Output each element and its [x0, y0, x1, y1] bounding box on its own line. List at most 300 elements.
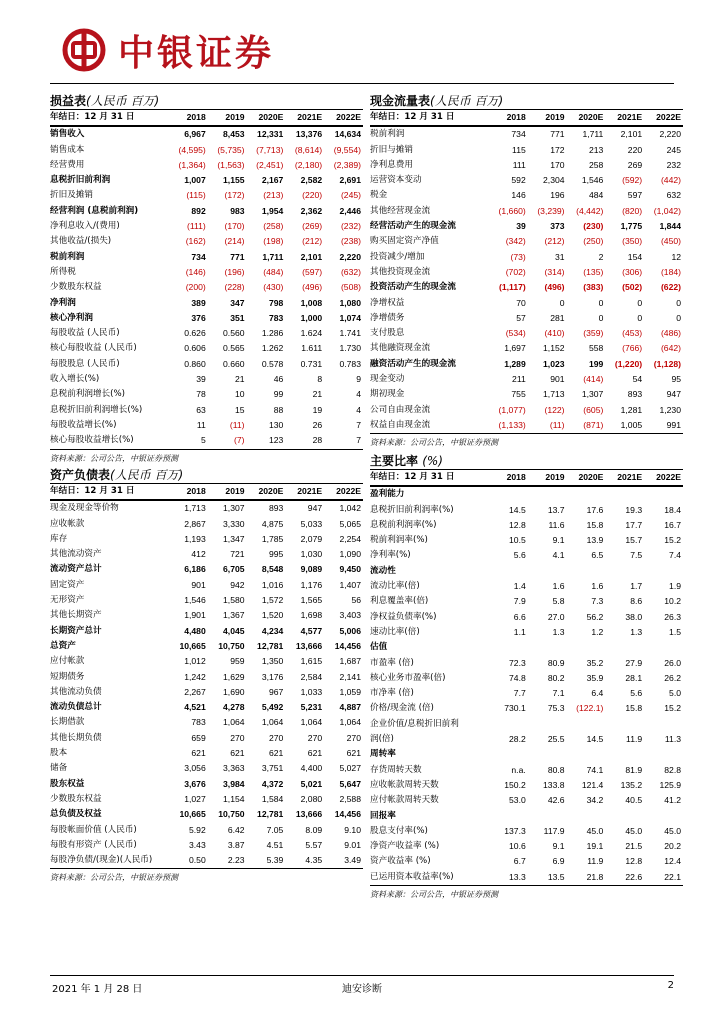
- cell-value: (496): [544, 282, 565, 293]
- cell-value: 1,697: [504, 343, 526, 354]
- cell-value: 942: [230, 579, 245, 590]
- cell-value: 1,901: [184, 610, 206, 621]
- cell-value: 13.3: [509, 871, 526, 882]
- row-label: 市净率 (倍): [370, 688, 414, 699]
- cell-value: (1,117): [498, 282, 526, 293]
- cell-value: 1,546: [581, 175, 604, 186]
- source-note: 资料来源：公司公告，中银证券预测: [50, 868, 363, 882]
- cell-value: 54: [632, 374, 643, 385]
- table-row: [370, 717, 683, 732]
- row-label: 股本: [50, 748, 68, 759]
- cell-value: 4,480: [184, 625, 206, 636]
- cell-value: 12.4: [664, 856, 681, 867]
- row-label: 息税折旧前利润率(%): [370, 504, 454, 515]
- cell-value: 80.9: [547, 657, 565, 668]
- table-row: [50, 372, 363, 387]
- row-label: 现金及现金等价物: [50, 503, 119, 514]
- cell-value: 1,230: [659, 404, 681, 415]
- table-row: [370, 594, 683, 609]
- year-header: 2018: [489, 470, 528, 486]
- cell-value: 2,691: [339, 175, 361, 186]
- cell-value: (196): [224, 266, 245, 277]
- row-label: 核心业务市盈率(倍): [370, 672, 446, 683]
- year-header: 2019: [208, 110, 247, 126]
- row-label: 折旧及摊销: [50, 190, 93, 201]
- cell-value: (534): [505, 328, 526, 339]
- table-row: [370, 533, 683, 548]
- cell-value: 26.0: [664, 657, 681, 668]
- cell-value: 1,307: [223, 503, 245, 514]
- footer-company: 迪安诊断: [342, 984, 382, 995]
- row-label: 净增权益: [370, 297, 405, 308]
- cell-value: 245: [666, 144, 681, 155]
- row-label: 销售收入: [50, 129, 85, 140]
- table-row: [370, 625, 683, 640]
- table-row: [370, 656, 683, 671]
- cell-value: 2,584: [300, 671, 323, 682]
- cell-value: 1.286: [261, 328, 284, 339]
- table-row: [50, 715, 363, 730]
- cell-value: 26.2: [664, 672, 681, 683]
- row-label: 运营资本变动: [370, 175, 422, 186]
- row-label: 净利息收入/(费用): [50, 221, 120, 232]
- cell-value: 1.7: [630, 581, 643, 592]
- cell-value: 5.57: [305, 839, 323, 850]
- cell-value: 1,713: [184, 503, 206, 514]
- cell-value: (359): [583, 328, 604, 339]
- cell-value: 1,584: [261, 793, 284, 804]
- cell-value: 1,007: [184, 175, 206, 186]
- row-label: 总负债及权益: [50, 809, 102, 820]
- row-label: 净权益负债率(%): [370, 611, 437, 622]
- row-label: 税前利润: [50, 251, 85, 262]
- year-header: 2018: [169, 484, 208, 500]
- cell-value: 1,152: [543, 343, 565, 354]
- cell-value: 18.4: [664, 504, 681, 515]
- cell-value: 74.1: [586, 764, 604, 775]
- cell-value: 1,954: [261, 205, 284, 216]
- year-header: 2021E: [605, 110, 644, 126]
- cell-value: 1,016: [261, 579, 284, 590]
- cell-value: 2,867: [184, 518, 206, 529]
- year-header: 2021E: [285, 110, 324, 126]
- year-header: 2022E: [324, 110, 363, 126]
- cell-value: 983: [230, 205, 245, 216]
- row-label: 少数股东权益: [50, 793, 102, 804]
- cell-value: 5,492: [261, 702, 284, 713]
- cell-value: 1,281: [620, 404, 643, 415]
- cell-value: 1,242: [184, 671, 206, 682]
- cell-value: 632: [666, 190, 681, 201]
- table-row: [370, 357, 683, 372]
- footer-date: 2021 年 1 月 28 日: [52, 984, 143, 995]
- cell-value: [644, 809, 683, 824]
- row-label: 经营费用: [50, 159, 85, 170]
- cell-value: 10,750: [218, 809, 245, 820]
- cell-value: 4,372: [261, 778, 284, 789]
- cell-value: 1,367: [223, 610, 245, 621]
- cell-value: (383): [583, 282, 604, 293]
- cell-value: (605): [583, 404, 604, 415]
- cell-value: 6,186: [184, 564, 206, 575]
- balance-sheet-panel: [50, 466, 363, 882]
- cell-value: 13.7: [547, 504, 565, 515]
- cell-value: 13,376: [295, 129, 323, 140]
- cell-value: 558: [589, 343, 604, 354]
- cell-value: 1,008: [300, 297, 323, 308]
- cell-value: 213: [589, 144, 604, 155]
- cell-value: 81.9: [625, 764, 643, 775]
- cell-value: 730.1: [504, 703, 526, 714]
- cell-value: 2,304: [543, 175, 565, 186]
- cell-value: 1,064: [261, 717, 284, 728]
- row-label: 长期资产总计: [50, 625, 102, 636]
- cell-value: 0.560: [223, 328, 245, 339]
- row-label: 长期借款: [50, 717, 85, 728]
- cell-value: 80.2: [547, 672, 565, 683]
- cell-value: 1,154: [223, 793, 245, 804]
- cell-value: 1,580: [223, 595, 245, 606]
- bank-of-china-logo-icon: [62, 28, 106, 72]
- cell-value: 1.624: [300, 328, 323, 339]
- cell-value: 7.3: [591, 596, 604, 607]
- cell-value: (184): [660, 266, 681, 277]
- cell-value: 5.39: [266, 855, 284, 866]
- cell-value: (632): [340, 266, 361, 277]
- row-label: 短期债务: [50, 671, 85, 682]
- cell-value: (508): [340, 282, 361, 293]
- table-row: [50, 731, 363, 746]
- cell-value: 3.49: [344, 855, 361, 866]
- row-label: 息税前利润增长(%): [50, 389, 126, 400]
- footer-divider: [50, 975, 674, 976]
- panel-title: 现金流量表(人民币 百万): [370, 92, 683, 110]
- table-row: [50, 265, 363, 280]
- row-label: 速动比率(倍): [370, 626, 420, 637]
- row-label: 价格/现金流 (倍): [370, 703, 434, 714]
- cell-value: 3.87: [227, 839, 245, 850]
- cell-value: [567, 640, 606, 655]
- cell-value: 3,751: [261, 763, 284, 774]
- cell-value: 19: [312, 404, 323, 415]
- cell-value: (212): [544, 236, 565, 247]
- cell-value: 6.42: [227, 824, 245, 835]
- cell-value: (245): [340, 190, 361, 201]
- cell-value: 7.05: [266, 824, 284, 835]
- source-note: 资料来源：公司公告，中银证券预测: [370, 885, 683, 899]
- cell-value: 3,056: [184, 763, 206, 774]
- cell-value: (642): [660, 343, 681, 354]
- cell-value: (766): [622, 343, 643, 354]
- cell-value: 3,330: [223, 518, 245, 529]
- cell-value: 0.860: [184, 358, 206, 369]
- cell-value: 170: [550, 159, 565, 170]
- cell-value: 45.0: [625, 825, 643, 836]
- table-row: [50, 418, 363, 433]
- cell-value: 2,167: [261, 175, 284, 186]
- row-label: 其他收益/(损失): [50, 236, 112, 247]
- cell-value: 10.5: [509, 535, 526, 546]
- cell-value: 8.09: [305, 824, 323, 835]
- row-label: 企业价值/息税折旧前利: [370, 718, 459, 729]
- cell-value: [489, 809, 528, 824]
- cashflow-table: [370, 110, 683, 433]
- cell-value: 4: [356, 404, 361, 415]
- row-label: 储备: [50, 763, 68, 774]
- cell-value: 9: [356, 374, 361, 385]
- cell-value: 4,278: [223, 702, 245, 713]
- cell-value: 28.1: [625, 672, 643, 683]
- cell-value: 146: [511, 190, 526, 201]
- cell-value: 1.6: [591, 581, 604, 592]
- table-row: [50, 608, 363, 623]
- cell-value: 34.2: [586, 795, 604, 806]
- row-label: 总资产: [50, 640, 76, 651]
- cell-value: [528, 717, 567, 732]
- cell-value: 35.2: [586, 657, 604, 668]
- row-label: 净资产收益率 (%): [370, 841, 440, 852]
- cell-value: [489, 486, 528, 502]
- cell-value: 12.8: [509, 519, 526, 530]
- table-row: [370, 387, 683, 402]
- row-label: 存货周转天数: [370, 764, 422, 775]
- row-label: 期初现金: [370, 389, 405, 400]
- table-row: [370, 778, 683, 793]
- row-label: 应付帐款: [50, 656, 85, 667]
- cell-value: 13,666: [295, 640, 323, 651]
- cell-value: 1,023: [543, 358, 565, 369]
- table-row: [50, 234, 363, 249]
- cell-value: 1,785: [261, 533, 284, 544]
- cell-value: (170): [224, 221, 245, 232]
- cell-value: 0.660: [223, 358, 245, 369]
- cell-value: 26: [312, 419, 323, 430]
- header-divider: [50, 83, 674, 84]
- row-label: 息税折旧前利润: [50, 175, 111, 186]
- cell-value: [489, 640, 528, 655]
- cell-value: 959: [230, 656, 245, 667]
- cell-value: 0: [559, 297, 565, 308]
- cell-value: 5.0: [669, 688, 681, 699]
- cell-value: 734: [511, 129, 526, 140]
- cell-value: (1,042): [653, 205, 681, 216]
- cell-value: 734: [191, 251, 206, 262]
- cell-value: 12,781: [257, 640, 284, 651]
- cell-value: (1,220): [614, 358, 643, 369]
- cell-value: (306): [622, 266, 643, 277]
- year-end-label: 年结日：12 月 31 日: [370, 110, 489, 126]
- cell-value: 995: [269, 549, 284, 560]
- cell-value: 4,521: [184, 702, 206, 713]
- table-row: [370, 548, 683, 563]
- table-row: [370, 250, 683, 265]
- cell-value: 4,875: [261, 518, 284, 529]
- cell-value: 40.5: [625, 795, 643, 806]
- cell-value: 6.5: [591, 550, 604, 561]
- cell-value: 9,089: [300, 564, 323, 575]
- cell-value: 10.6: [509, 841, 526, 852]
- year-header: 2021E: [605, 470, 644, 486]
- row-label: 税金: [370, 190, 388, 201]
- row-label: 经营活动产生的现金流: [370, 221, 456, 232]
- row-label: 公司自由现金流: [370, 404, 431, 415]
- cell-value: (4,442): [576, 205, 604, 216]
- cell-value: [528, 640, 567, 655]
- cell-value: (8,614): [294, 144, 323, 155]
- cell-value: 1,064: [339, 717, 361, 728]
- cell-value: 80.8: [547, 764, 565, 775]
- cell-value: 5.6: [513, 550, 526, 561]
- cell-value: (212): [302, 236, 323, 247]
- cell-value: (228): [224, 282, 245, 293]
- cell-value: 1,565: [300, 595, 323, 606]
- year-header: 2020E: [247, 484, 286, 500]
- cell-value: 5,006: [339, 625, 361, 636]
- cell-value: 6.9: [552, 856, 565, 867]
- table-row: [50, 280, 363, 295]
- cell-value: 28: [312, 435, 323, 446]
- table-row: [370, 747, 683, 762]
- cell-value: 220: [627, 144, 643, 155]
- cell-value: 130: [269, 419, 284, 430]
- row-label: 投资减少/增加: [370, 251, 425, 262]
- cell-value: 19.3: [625, 504, 643, 515]
- cell-value: 798: [269, 297, 284, 308]
- cell-value: 25.5: [547, 734, 565, 745]
- cell-value: (430): [263, 282, 284, 293]
- row-label: 市盈率 (倍): [370, 657, 414, 668]
- cell-value: 1.262: [261, 343, 284, 354]
- cell-value: 376: [191, 312, 206, 323]
- cell-value: 1,350: [261, 656, 284, 667]
- cell-value: 46: [273, 374, 284, 385]
- table-row: [50, 387, 363, 402]
- table-row: [370, 793, 683, 808]
- cell-value: 947: [307, 503, 323, 514]
- cell-value: 1,012: [184, 656, 206, 667]
- table-row: [370, 418, 683, 433]
- cell-value: [528, 747, 567, 762]
- cell-value: 27.9: [625, 657, 643, 668]
- cell-value: 755: [511, 389, 526, 400]
- row-label: 固定资产: [50, 579, 85, 590]
- cell-value: [605, 640, 644, 655]
- cell-value: (1,364): [178, 159, 206, 170]
- cell-value: 1,615: [300, 656, 323, 667]
- table-row: [370, 671, 683, 686]
- cell-value: 1.1: [513, 626, 526, 637]
- cell-value: (820): [622, 205, 643, 216]
- cell-value: [489, 717, 528, 732]
- row-label: 每股有形资产 (人民币): [50, 839, 137, 850]
- row-label: 应收帐款周转天数: [370, 779, 439, 790]
- cell-value: 75.3: [547, 703, 565, 714]
- cell-value: (115): [186, 190, 206, 201]
- cell-value: 1,698: [300, 610, 323, 621]
- cell-value: 1,844: [659, 221, 681, 232]
- cell-value: 1,064: [223, 717, 245, 728]
- cell-value: 11.6: [548, 519, 565, 530]
- cell-value: n.a.: [511, 764, 526, 775]
- cell-value: 117.9: [543, 825, 565, 836]
- cell-value: 137.3: [504, 825, 526, 836]
- table-row: [370, 326, 683, 341]
- cell-value: 1.611: [301, 343, 323, 354]
- cell-value: 1,074: [339, 312, 361, 323]
- table-row: [370, 640, 683, 655]
- cell-value: 38.0: [625, 611, 643, 622]
- cell-value: 2,362: [300, 205, 323, 216]
- cell-value: 0: [637, 312, 643, 323]
- table-row: [370, 188, 683, 203]
- row-label: 股东权益: [50, 778, 85, 789]
- cell-value: 592: [511, 175, 526, 186]
- table-row: [370, 280, 683, 295]
- row-label: 估值: [370, 642, 388, 653]
- table-row: [370, 870, 683, 885]
- year-header: 2019: [528, 110, 567, 126]
- table-row: [50, 700, 363, 715]
- brand-name: 中银证券: [118, 31, 275, 74]
- year-header: 2019: [208, 484, 247, 500]
- cell-value: (214): [224, 236, 245, 247]
- row-label: 所得税: [50, 266, 76, 277]
- cell-value: 26.3: [664, 611, 681, 622]
- year-header: 2022E: [644, 470, 683, 486]
- year-header: 2021E: [285, 484, 324, 500]
- cell-value: 991: [666, 419, 681, 430]
- cell-value: 78: [196, 389, 206, 400]
- cell-value: 2,101: [300, 251, 323, 262]
- cell-value: 45.0: [586, 825, 604, 836]
- cell-value: 484: [589, 190, 604, 201]
- cell-value: 621: [346, 748, 361, 759]
- table-row: [370, 158, 683, 173]
- cell-value: (7): [234, 435, 245, 446]
- cell-value: (5,735): [217, 144, 245, 155]
- cell-value: [644, 640, 683, 655]
- table-header-row: [50, 110, 363, 126]
- cell-value: 12,331: [257, 129, 284, 140]
- row-label: 流动负债总计: [50, 702, 102, 713]
- cell-value: 0.606: [184, 343, 206, 354]
- cell-value: 1,090: [339, 549, 361, 560]
- cell-value: (250): [583, 236, 604, 247]
- cell-value: 1,000: [300, 312, 323, 323]
- cell-value: 771: [230, 251, 245, 262]
- cell-value: 3.43: [189, 839, 206, 850]
- cell-value: 9.1: [552, 841, 565, 852]
- cell-value: [567, 564, 606, 579]
- cell-value: 9.1: [552, 535, 565, 546]
- cell-value: 7.4: [669, 550, 681, 561]
- cell-value: (1,660): [498, 205, 526, 216]
- table-row: [50, 326, 363, 341]
- row-label: 少数股东权益: [50, 282, 102, 293]
- cell-value: 412: [191, 549, 206, 560]
- cell-value: (122): [544, 404, 565, 415]
- table-row: [370, 403, 683, 418]
- cell-value: 2,446: [339, 205, 361, 216]
- ratios-table: [370, 470, 683, 885]
- cell-value: [528, 809, 567, 824]
- cell-value: 53.0: [509, 795, 526, 806]
- cell-value: 3,984: [223, 778, 245, 789]
- row-label: 税前利润率(%): [370, 535, 428, 546]
- table-row: [370, 486, 683, 502]
- year-end-label: 年结日：12 月 31 日: [50, 110, 169, 126]
- cell-value: (4,595): [178, 144, 206, 155]
